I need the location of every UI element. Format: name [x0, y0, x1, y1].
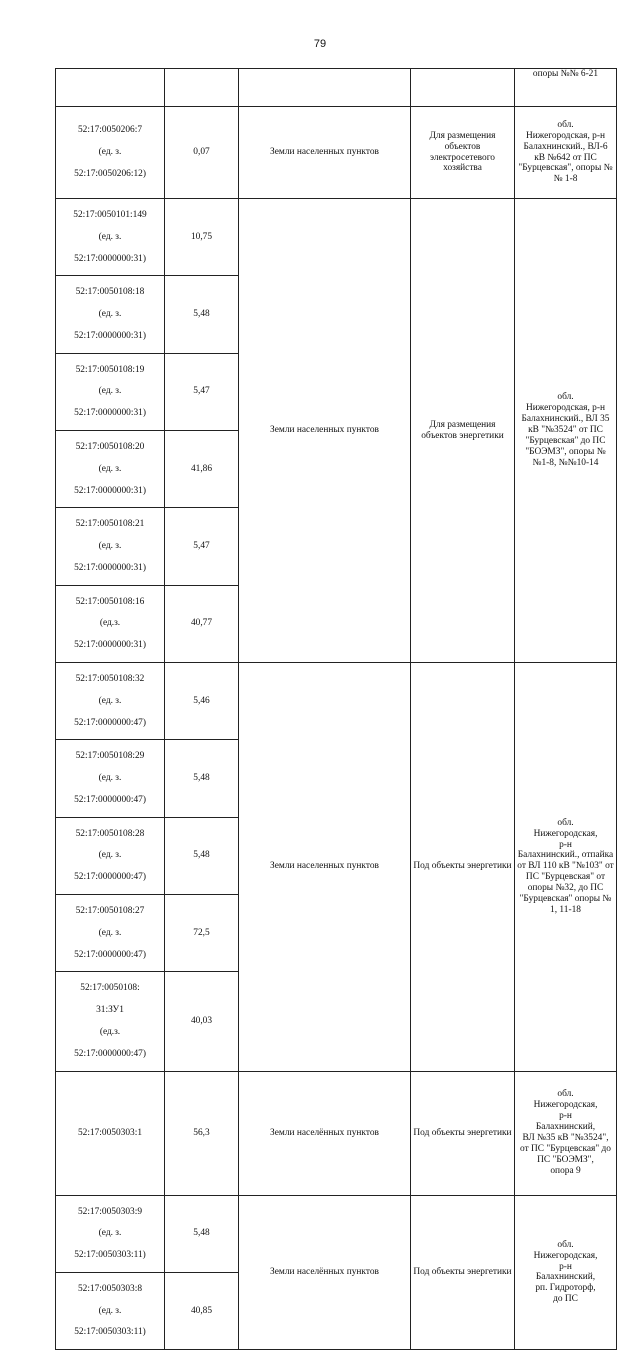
category-cell — [239, 69, 411, 107]
purpose-cell: Под объекты энергетики — [411, 663, 515, 1072]
area-cell: 5,47 — [165, 353, 239, 430]
location-cell: обл. Нижегородская, р-н Балахнинский., ВЛ 35 кВ "№3524" от ПС "Бурцевская" до ПС "БОЭМЗ", опоры №№1-8, №№10-14 — [515, 199, 617, 663]
table-row — [56, 69, 617, 107]
cadastral-number: 52:17:0050108:29 — [75, 751, 145, 762]
cadastral-cell — [56, 740, 165, 817]
cadastral-parent: 52:17:0000000:47) — [74, 794, 146, 805]
category-cell: Земли населённых пунктов — [239, 1071, 411, 1195]
cadastral-cell — [56, 972, 165, 1071]
category-cell: Земли населенных пунктов — [239, 199, 411, 663]
cadastral-cell — [56, 107, 165, 199]
cadastral-number: 52:17:0050108:32 — [75, 673, 145, 684]
cadastral-number: 52:17:0050108:18 — [75, 287, 145, 298]
cadastral-note: (ед. з. — [98, 147, 122, 158]
cadastral-cell — [56, 895, 165, 972]
cadastral-note: (ед. з. — [98, 850, 122, 861]
cadastral-number: 52:17:0050101:149 — [73, 209, 147, 220]
cadastral-number: 52:17:0050206:7 — [77, 125, 143, 136]
category-cell: Земли населённых пунктов — [239, 1195, 411, 1350]
area-cell: 5,47 — [165, 508, 239, 585]
cadastral-number: 52:17:0050108:19 — [75, 364, 145, 375]
purpose-cell: Для размещения объектов энергетики — [411, 199, 515, 663]
area-cell: 41,86 — [165, 431, 239, 508]
cadastral-number: 52:17:0050108:20 — [75, 441, 145, 452]
location-cell: обл. Нижегородская, р-н Балахнинский, рп. Гидроторф, до ПС — [515, 1195, 617, 1350]
cadastral-cell — [56, 199, 165, 276]
area-cell: 72,5 — [165, 895, 239, 972]
table-row — [56, 199, 617, 276]
cadastral-cell — [56, 585, 165, 662]
cadastral-cell — [56, 1195, 165, 1272]
page-number: 79 — [313, 38, 327, 50]
table-row — [56, 107, 617, 199]
area-cell: 5,48 — [165, 740, 239, 817]
cadastral-parent: 52:17:0000000:47) — [74, 1048, 146, 1059]
cadastral-cell — [56, 1071, 165, 1195]
cadastral-cell — [56, 431, 165, 508]
category-cell: Земли населенных пунктов — [239, 107, 411, 199]
table-row — [56, 1195, 617, 1272]
cadastral-parent: 52:17:0000000:47) — [74, 872, 146, 883]
location-cell: обл. Нижегородская, р-н Балахнинский., отпайка от ВЛ 110 кВ "№103" от ПС "Бурцевская" от опоры №32, до ПС "Бурцевская" опоры № 1, 11-18 — [515, 663, 617, 1072]
cadastral-number: 52:17:0050303:1 — [77, 1127, 143, 1138]
area-cell: 0,07 — [165, 107, 239, 199]
cadastral-parent: 52:17:0050206:12) — [74, 168, 146, 179]
area-cell — [165, 69, 239, 107]
cadastral-cell — [56, 276, 165, 353]
cadastral-note: (ед. з. — [98, 927, 122, 938]
table-row — [56, 663, 617, 740]
area-cell: 40,03 — [165, 972, 239, 1071]
cadastral-cell — [56, 353, 165, 430]
cadastral-parent: 52:17:0000000:31) — [74, 640, 146, 651]
area-cell: 40,85 — [165, 1272, 239, 1349]
area-cell: 5,46 — [165, 663, 239, 740]
cadastral-note: (ед. з. — [98, 773, 122, 784]
cadastral-number: 52:17:0050108:28 — [75, 828, 145, 839]
cadastral-cell — [56, 663, 165, 740]
cadastral-parent: 52:17:0000000:31) — [74, 330, 146, 341]
cadastral-note: (ед. з. — [98, 1228, 122, 1239]
category-cell: Земли населенных пунктов — [239, 663, 411, 1072]
location-cell: обл. Нижегородская, р-н Балахнинский, ВЛ №35 кВ "№3524", от ПС "Бурцевская" до ПС "БОЭМЗ", опора 9 — [515, 1071, 617, 1195]
area-cell: 10,75 — [165, 199, 239, 276]
cadastral-cell — [56, 1272, 165, 1349]
cadastral-note: (ед. з. — [98, 386, 122, 397]
location-cell: опоры №№ 6-21 — [515, 69, 617, 107]
area-cell: 5,48 — [165, 817, 239, 894]
cadastral-note: (ед. з. — [98, 695, 122, 706]
cadastral-cell — [56, 69, 165, 107]
table-row — [56, 1071, 617, 1195]
cadastral-parent: 52:17:0000000:47) — [74, 717, 146, 728]
cadastral-note: (ед. з. — [98, 309, 122, 320]
cadastral-number: 52:17:0050108:16 — [75, 596, 145, 607]
purpose-cell: Под объекты энергетики — [411, 1071, 515, 1195]
cadastral-note: (ед.з. — [99, 618, 121, 629]
cadastral-parent: 52:17:0050303:11) — [74, 1327, 146, 1338]
area-cell: 5,48 — [165, 276, 239, 353]
cadastral-note: (ед. з. — [98, 231, 122, 242]
cadastral-note: (ед. з. — [98, 1305, 122, 1316]
area-cell: 5,48 — [165, 1195, 239, 1272]
cadastral-parent: 52:17:0000000:31) — [74, 253, 146, 264]
cadastral-parent: 52:17:0000000:31) — [74, 485, 146, 496]
area-cell: 40,77 — [165, 585, 239, 662]
cadastral-cell — [56, 508, 165, 585]
cadastral-note: (ед. з. — [98, 463, 122, 474]
cadastral-note: (ед. з. — [98, 541, 122, 552]
cadastral-parent: 52:17:0000000:47) — [74, 949, 146, 960]
cadastral-parent: 52:17:0000000:31) — [74, 408, 146, 419]
cadastral-number: 52:17:0050108:27 — [75, 906, 145, 916]
land-plots-table — [55, 68, 617, 1350]
purpose-cell: Для размещения объектов электросетевого хозяйства — [411, 107, 515, 199]
cadastral-cell — [56, 817, 165, 894]
cadastral-note: (ед.з. — [99, 1026, 121, 1037]
cadastral-parent: 52:17:0000000:31) — [74, 562, 146, 573]
purpose-cell — [411, 69, 515, 107]
location-cell: обл. Нижегородская, р-н Балахнинский., ВЛ-6 кВ №642 от ПС "Бурцевская", опоры №№ 1-8 — [515, 107, 617, 199]
cadastral-parent: 52:17:0050303:11) — [74, 1250, 146, 1261]
cadastral-number: 52:17:0050108:21 — [75, 519, 145, 530]
cadastral-number: 52:17:0050108: — [80, 983, 140, 994]
purpose-cell: Под объекты энергетики — [411, 1195, 515, 1350]
cadastral-number: 52:17:0050303:9 — [77, 1206, 143, 1217]
cadastral-number: 52:17:0050303:8 — [77, 1283, 143, 1294]
area-cell: 56,3 — [165, 1071, 239, 1195]
cadastral-number-suffix: 31:ЗУ1 — [96, 1005, 124, 1016]
